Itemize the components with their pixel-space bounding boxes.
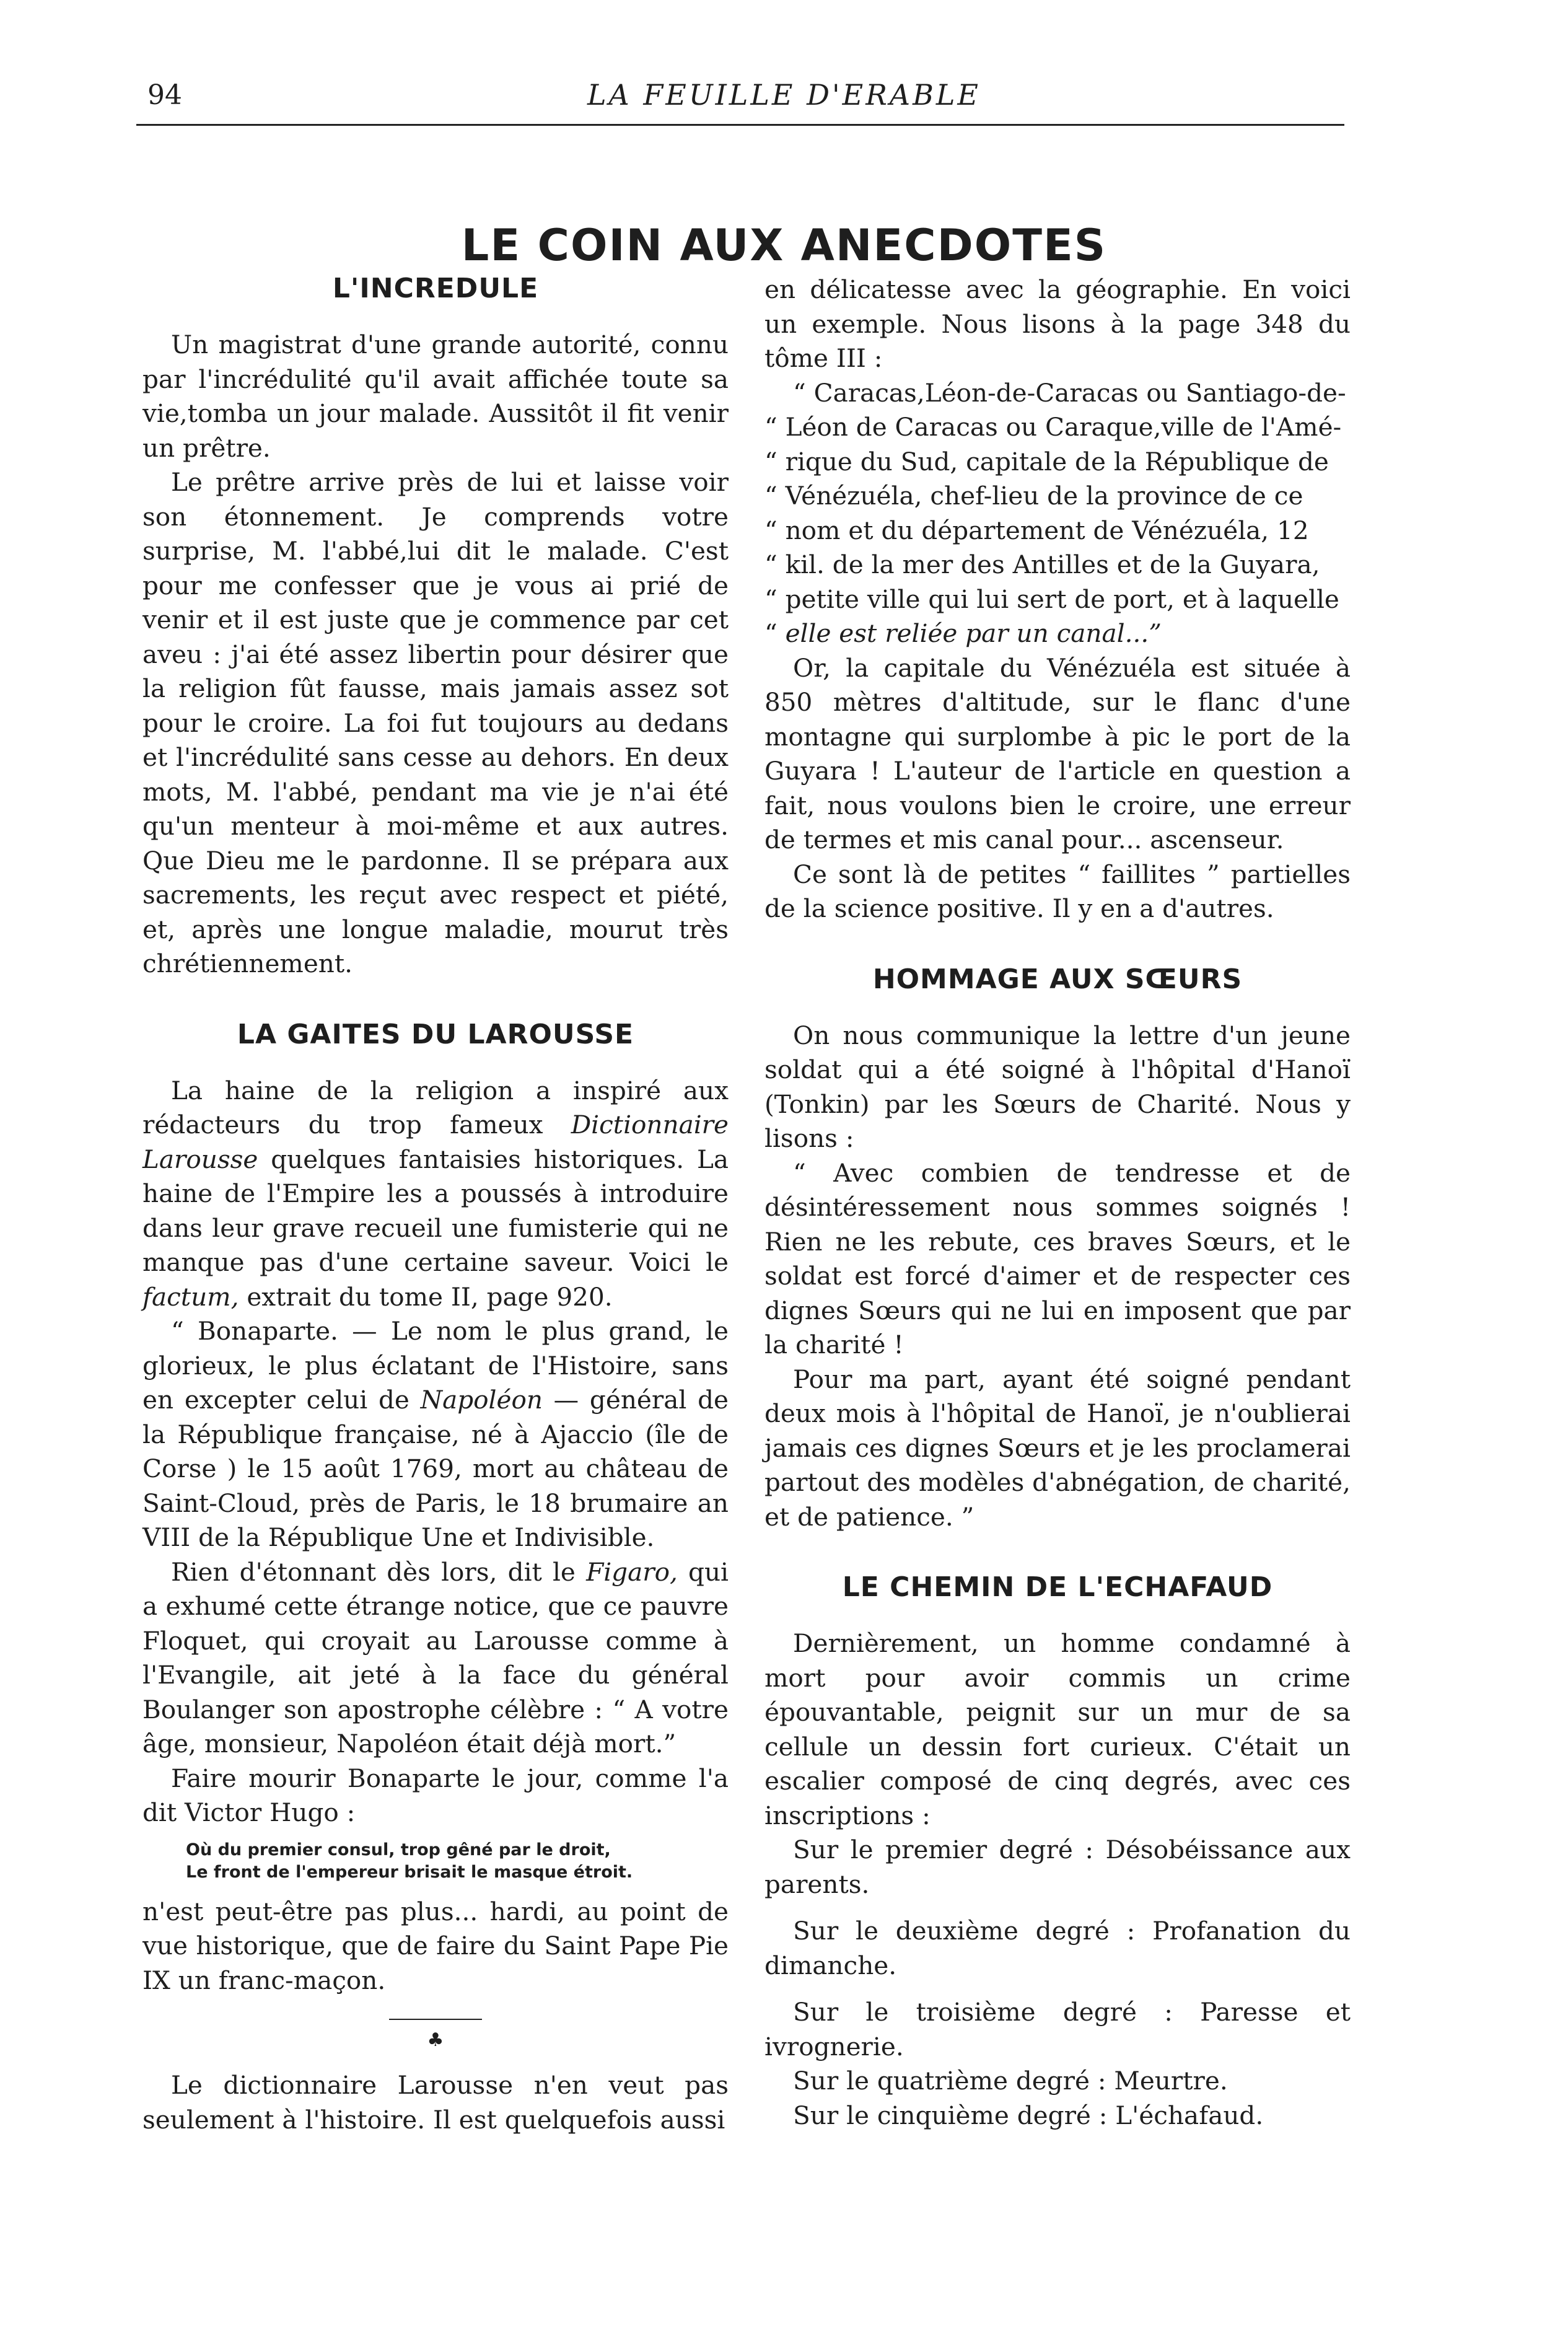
right-column [764,273,1351,2133]
italic-run: elle est reliée par un canal...” [785,618,1162,648]
text-run: “ [764,618,786,648]
text-run: qui a exhumé cette étrange notice, que ce pauvre Floquet, qui croyait au Larousse comme à l'Evangile, ait jeté à la face du général Boulanger son apostrophe célèbre : “ A votre âge, monsieur, Napoléon était déjà mort.” [142,1556,729,1758]
paragraph: n'est peut-être pas plus... hardi, au point de vue historique, que de faire du Saint Pape Pie IX un franc-maçon. [142,1896,729,1995]
paragraph: Le dictionnaire Larousse n'en veut pas seulement à l'histoire. Il est quelquefois aussi [142,2070,729,2135]
quote-line: “ nom et du département de Vénézuéla, 12 [764,515,1309,545]
paragraph: Dernièrement, un homme condamné à mort pour avoir commis un crime épouvantable, peignit sur un mur de sa cellule un dessin fort curieux. C'était un escalier composé de cinq degrés, avec ces inscriptions : [764,1628,1351,1830]
paragraph: On nous communique la lettre d'un jeune soldat qui a été soigné à l'hôpital d'Hanoï (Tonkin) par les Sœurs de Charité. Nous y lisons : [764,1020,1351,1153]
quote-line: “ petite ville qui lui sert de port, et à laquelle [764,584,1339,614]
step-line: Sur le deuxième degré : Profanation du dimanche. [764,1916,1351,1980]
paragraph: Ce sont là de petites “ faillites ” partielles de la science positive. Il y en a d'autres. [764,859,1351,923]
section-title-chemin: LE CHEMIN DE L'ECHAFAUD [842,1571,1273,1603]
italic-run: Figaro, [586,1556,678,1587]
section-title-larousse: LA GAITES DU LAROUSSE [237,1018,634,1050]
quote-line: “ Vénézuéla, chef-lieu de la province de ce [764,481,1303,511]
section-title-hommage: HOMMAGE AUX SŒURS [872,963,1243,995]
quote-line: “ Caracas,Léon-de-Caracas ou Santiago-de- [793,377,1346,408]
paragraph [142,1314,729,1555]
step-line: Sur le troisième degré : Paresse et ivrognerie. [764,1997,1351,2061]
dictionary-quote [764,376,1351,651]
paragraph [142,1074,729,1315]
paragraph [142,1555,729,1762]
step-line: Sur le cinquième degré : L'échafaud. [793,2100,1264,2130]
quote-line: “ rique du Sud, capitale de la République de [764,446,1329,476]
text-run: Rien d'étonnant dès lors, dit le [171,1556,587,1587]
paragraph: Or, la capitale du Vénézuéla est située à 850 mètres d'altitude, sur le flanc d'une montagne qui surplombe à pic le port de la Guyara ! L'auteur de l'article en question a fait, nous voulons bien le croire, une erreur de termes et mis canal pour... ascenseur. [764,652,1351,854]
paragraph: Un magistrat d'une grande autorité, connu par l'incrédulité qu'il avait affichée toute sa vie,tomba un jour malade. Aussitôt il fit venir un prêtre. [142,330,729,463]
paragraph: “ Avec combien de tendresse et de désintéressement nous sommes soignés ! Rien ne les rebute, ces braves Sœurs, et le soldat est forcé d'aimer et de respecter ces dignes Sœurs qui ne lui en imposent que par la charité ! [764,1157,1351,1359]
paragraph: Le prêtre arrive près de lui et laisse voir son étonnement. Je comprends votre surprise, M. l'abbé,lui dit le malade. C'est pour me confesser que je vous ai prié de venir et il est juste que je commence par cet aveu : j'ai été assez libertin pour désirer que la religion fût fausse, mais jamais assez sot pour le croire. La foi fut toujours au dedans et l'incrédulité sans cesse au dehors. En deux mots, M. l'abbé, pendant ma vie je n'ai été qu'un menteur à moi-même et aux autres. Que Dieu me le pardonne. Il se prépara aux sacrements, les reçut avec respect et piété, et, après une longue maladie, mourut très chrétiennement. [142,467,729,978]
text-run: extrait du tome II, page 920. [239,1281,613,1312]
quote-line: “ kil. de la mer des Antilles et de la Guyara, [764,550,1320,579]
header-rule [136,124,1344,126]
verse-line: Le front de l'empereur brisait le masque étroit. [186,1862,633,1882]
quote-line [764,617,1351,651]
ornament-icon: ♣ [427,2029,444,2051]
page-number: 94 [147,79,182,111]
quote-line: “ Léon de Caracas ou Caraque,ville de l'Amé- [764,412,1342,442]
section-title-incredule: L'INCREDULE [332,273,539,304]
paragraph: Faire mourir Bonaparte le jour, comme l'a dit Victor Hugo : [142,1763,729,1827]
paragraph: en délicatesse avec la géographie. En voici un exemple. Nous lisons à la page 348 du tôme III : [764,274,1351,373]
page-title: LE COIN AUX ANECDOTES [461,219,1107,271]
text-run: “ Bonaparte. — Le nom le plus grand, le glorieux, le plus éclatant de l'Histoire, sans en excepter celui de [142,1316,729,1415]
verse-line: Où du premier consul, trop gêné par le droit, [186,1840,611,1859]
left-column [142,273,729,2137]
text-run: quelques fantaisies historiques. La haine de l'Empire les a poussés à introduire dans leur grave recueil une fumisterie qui ne manque pas d'une certaine saveur. Voici le [142,1144,729,1277]
text-run: — général de la République française, né à Ajaccio (île de Corse ) le 15 août 1769, mort au château de Saint-Cloud, près de Paris, le 18 brumaire an VIII de la République Une et Indivisible. [142,1385,729,1552]
step-line: Sur le quatrième degré : Meurtre. [793,2066,1228,2096]
separator-rule [389,2019,482,2020]
verse-quote [186,1839,729,1884]
running-head: LA FEUILLE D'ERABLE [587,78,981,112]
italic-run: Napoléon [420,1385,543,1415]
step-line: Sur le premier degré : Désobéissance aux parents. [764,1835,1351,1899]
italic-run: Dictionnaire Larousse [142,1110,729,1174]
text-run: La haine de la religion a inspiré aux rédacteurs du trop fameux [142,1075,729,1139]
italic-run: factum, [142,1281,239,1312]
paragraph: Pour ma part, ayant été soigné pendant deux mois à l'hôpital de Hanoï, je n'oublierai jamais ces dignes Sœurs et je les proclamerai partout des modèles d'abnégation, de charité, et de patience. ” [764,1364,1351,1532]
